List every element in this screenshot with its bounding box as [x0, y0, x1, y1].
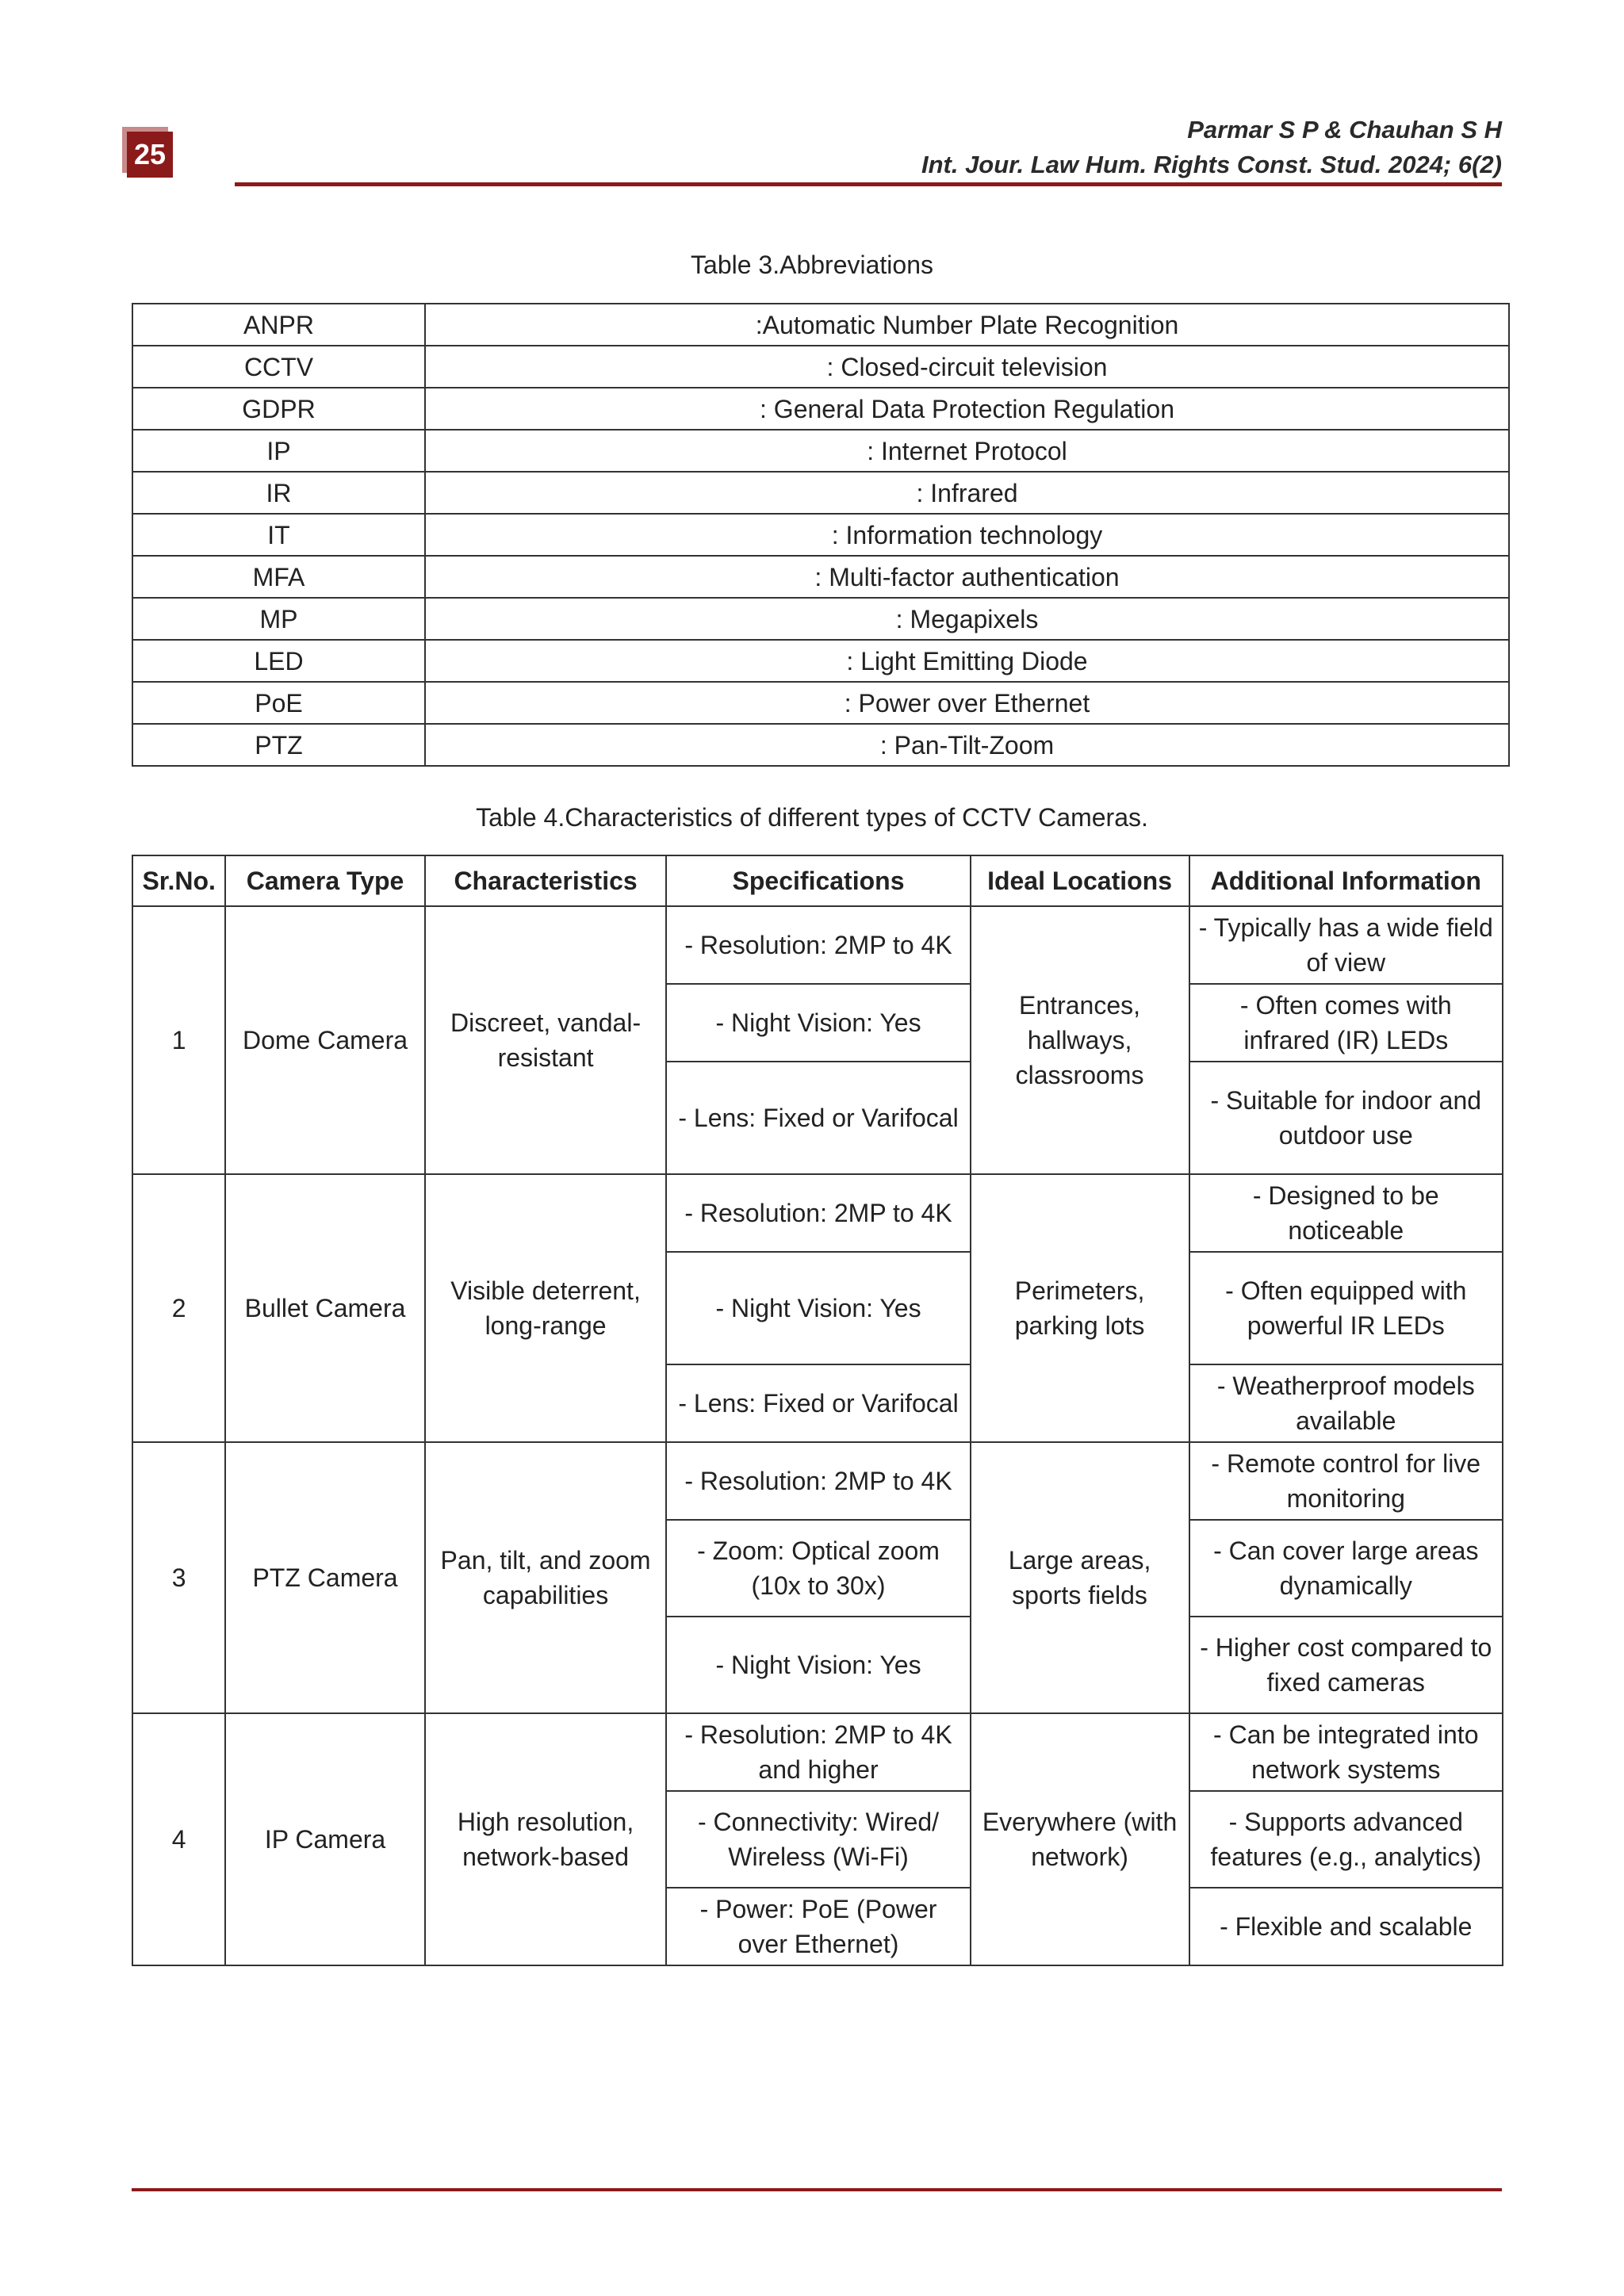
- table3-caption: Table 3.Abbreviations: [691, 251, 933, 279]
- page-number: 25: [127, 132, 173, 178]
- table-row: [132, 906, 1503, 984]
- additional-info-cell: - Suitable for indoor and outdoor use: [1189, 1062, 1503, 1174]
- column-header: Sr.No.: [132, 855, 225, 906]
- additional-info-cell: - Supports advanced features (e.g., analytics): [1189, 1791, 1503, 1888]
- camera-type-cell: Bullet Camera: [225, 1174, 424, 1442]
- specification-cell: - Resolution: 2MP to 4K: [666, 1442, 970, 1520]
- table-row: [132, 430, 1509, 472]
- abbreviation-cell: MP: [132, 598, 425, 640]
- table-row: [132, 640, 1509, 682]
- sr-no-cell: 3: [132, 1442, 225, 1713]
- table-row: [132, 1174, 1503, 1252]
- characteristics-cell: Discreet, vandal-resistant: [425, 906, 667, 1174]
- additional-info-cell: - Higher cost compared to fixed cameras: [1189, 1617, 1503, 1713]
- characteristics-cell: High resolution, network-based: [425, 1713, 667, 1965]
- column-header: Characteristics: [425, 855, 667, 906]
- table-row: [132, 1713, 1503, 1791]
- meaning-cell: : Closed-circuit television: [425, 346, 1509, 388]
- meaning-cell: : Power over Ethernet: [425, 682, 1509, 724]
- abbreviation-cell: GDPR: [132, 388, 425, 430]
- ideal-locations-cell: Perimeters, parking lots: [971, 1174, 1189, 1442]
- table4-caption: Table 4.Characteristics of different types of CCTV Cameras.: [476, 803, 1148, 832]
- abbreviation-cell: IP: [132, 430, 425, 472]
- specification-cell: - Resolution: 2MP to 4K: [666, 1174, 970, 1252]
- meaning-cell: : Pan-Tilt-Zoom: [425, 724, 1509, 766]
- specification-cell: - Night Vision: Yes: [666, 1617, 970, 1713]
- table-row: [132, 388, 1509, 430]
- specification-cell: - Connectivity: Wired/ Wireless (Wi-Fi): [666, 1791, 970, 1888]
- abbreviation-cell: IR: [132, 472, 425, 514]
- additional-info-cell: - Often equipped with powerful IR LEDs: [1189, 1252, 1503, 1364]
- table-row: [132, 556, 1509, 598]
- header-rule: [235, 182, 1502, 186]
- specification-cell: - Night Vision: Yes: [666, 984, 970, 1062]
- sr-no-cell: 2: [132, 1174, 225, 1442]
- camera-type-cell: IP Camera: [225, 1713, 424, 1965]
- specification-cell: - Resolution: 2MP to 4K: [666, 906, 970, 984]
- meaning-cell: : Megapixels: [425, 598, 1509, 640]
- additional-info-cell: - Remote control for live monitoring: [1189, 1442, 1503, 1520]
- table-row: [132, 1442, 1503, 1520]
- abbreviation-cell: MFA: [132, 556, 425, 598]
- table-row: [132, 304, 1509, 346]
- specification-cell: - Resolution: 2MP to 4K and higher: [666, 1713, 970, 1791]
- ideal-locations-cell: Entrances, hallways, classrooms: [971, 906, 1189, 1174]
- sr-no-cell: 1: [132, 906, 225, 1174]
- table-row: [132, 598, 1509, 640]
- column-header: Camera Type: [225, 855, 424, 906]
- abbreviation-cell: LED: [132, 640, 425, 682]
- table-row: [132, 472, 1509, 514]
- additional-info-cell: - Flexible and scalable: [1189, 1888, 1503, 1965]
- meaning-cell: : Light Emitting Diode: [425, 640, 1509, 682]
- specification-cell: - Power: PoE (Power over Ethernet): [666, 1888, 970, 1965]
- meaning-cell: :Automatic Number Plate Recognition: [425, 304, 1509, 346]
- abbreviation-cell: CCTV: [132, 346, 425, 388]
- additional-info-cell: - Designed to be noticeable: [1189, 1174, 1503, 1252]
- header-journal: Int. Jour. Law Hum. Rights Const. Stud. 2024; 6(2): [921, 151, 1502, 178]
- ideal-locations-cell: Large areas, sports fields: [971, 1442, 1189, 1713]
- specification-cell: - Lens: Fixed or Varifocal: [666, 1062, 970, 1174]
- camera-characteristics-table: [132, 855, 1503, 1966]
- running-header: [921, 113, 1502, 182]
- table-row: [132, 514, 1509, 556]
- table-row: [132, 724, 1509, 766]
- abbreviation-cell: ANPR: [132, 304, 425, 346]
- specification-cell: - Night Vision: Yes: [666, 1252, 970, 1364]
- additional-info-cell: - Weatherproof models available: [1189, 1364, 1503, 1442]
- characteristics-cell: Visible deterrent, long-range: [425, 1174, 667, 1442]
- abbreviation-cell: PoE: [132, 682, 425, 724]
- additional-info-cell: - Can be integrated into network systems: [1189, 1713, 1503, 1791]
- column-header: Additional Information: [1189, 855, 1503, 906]
- abbreviations-table: [132, 303, 1510, 767]
- additional-info-cell: - Typically has a wide field of view: [1189, 906, 1503, 984]
- table-row: [132, 346, 1509, 388]
- meaning-cell: : Multi-factor authentication: [425, 556, 1509, 598]
- table-row: [132, 682, 1509, 724]
- specification-cell: - Zoom: Optical zoom (10x to 30x): [666, 1520, 970, 1617]
- meaning-cell: : General Data Protection Regulation: [425, 388, 1509, 430]
- meaning-cell: : Infrared: [425, 472, 1509, 514]
- ideal-locations-cell: Everywhere (with network): [971, 1713, 1189, 1965]
- sr-no-cell: 4: [132, 1713, 225, 1965]
- camera-type-cell: PTZ Camera: [225, 1442, 424, 1713]
- additional-info-cell: - Often comes with infrared (IR) LEDs: [1189, 984, 1503, 1062]
- column-header: Ideal Locations: [971, 855, 1189, 906]
- additional-info-cell: - Can cover large areas dynamically: [1189, 1520, 1503, 1617]
- header-authors: Parmar S P & Chauhan S H: [1187, 116, 1502, 144]
- characteristics-cell: Pan, tilt, and zoom capabilities: [425, 1442, 667, 1713]
- camera-type-cell: Dome Camera: [225, 906, 424, 1174]
- abbreviation-cell: IT: [132, 514, 425, 556]
- specification-cell: - Lens: Fixed or Varifocal: [666, 1364, 970, 1442]
- footer-rule: [132, 2188, 1502, 2191]
- column-header: Specifications: [666, 855, 970, 906]
- abbreviation-cell: PTZ: [132, 724, 425, 766]
- meaning-cell: : Information technology: [425, 514, 1509, 556]
- table-header-row: [132, 855, 1503, 906]
- meaning-cell: : Internet Protocol: [425, 430, 1509, 472]
